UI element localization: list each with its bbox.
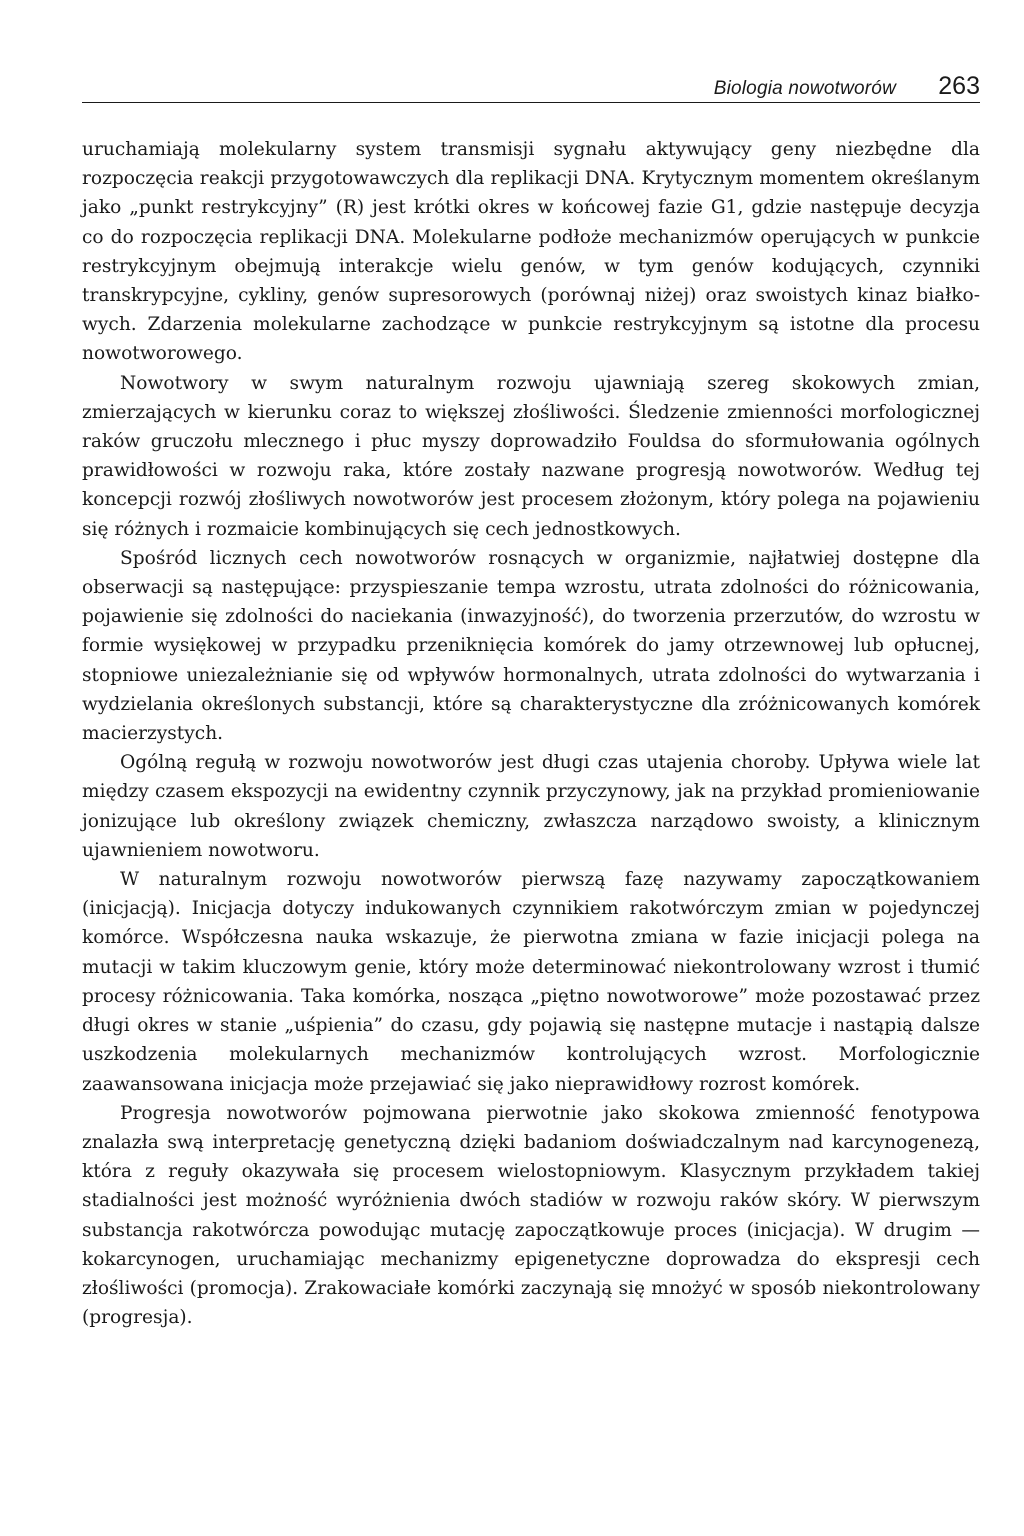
book-page	[82, 70, 980, 1332]
paragraph: uruchamiają molekularny system transmisji sygnału aktywujący geny niezbędne dla rozpoczęcia reakcji przygotowawczych dla replikacji DNA. Krytycznym momentem określanym jako „punkt restrykcyjny” (R) jest krótki okres w końcowej fazie G1, gdzie następuje decyzja co do rozpoczęcia replikacji DNA. Molekularne podłoże mechanizmów operujących w punkcie restrykcyjnym obejmują interakcje wielu genów, w tym genów kodujących, czynniki transkrypcyjne, cykliny, genów supresorowych (porównaj niżej) oraz swoistych kinaz białkowych. Zdarzenia molekularne zachodzące w punkcie restrykcyjnym są istotne dla procesu nowotworowego.	[82, 139, 980, 365]
paragraph: Ogólną regułą w rozwoju nowotworów jest długi czas utajenia choroby. Upływa wiele lat między czasem ekspozycji na ewidentny czynnik przyczynowy, jak na przykład promieniowanie jonizujące lub określony związek chemiczny, zwłaszcza narządowo swoisty, a klinicznym ujawnieniem nowotworu.	[82, 752, 980, 861]
body-text	[82, 135, 980, 1332]
paragraph: Spośród licznych cech nowotworów rosnących w organizmie, najłatwiej dostępne dla obserwacji są następujące: przyspieszanie tempa wzrostu, utrata zdolności do różnicowania, pojawienie się zdolności do naciekania (inwazyjność), do tworzenia przerzutów, do wzrostu w formie wysiękowej w przypadku przeniknięcia komórek do jamy otrzewnowej lub opłucnej, stopniowe uniezależnianie się od wpływów hormonalnych, utrata zdolności do wytwarzania i wydzielania określonych substancji, które są charakterystyczne dla zróżnicowanych komórek macierzystych.	[82, 547, 980, 745]
paragraph: W naturalnym rozwoju nowotworów pierwszą fazę nazywamy zapoczątkowaniem (inicjacją). Inicjacja dotyczy indukowanych czynnikiem rakotwórczym zmian w pojedynczej komórce. Współczesna nauka wskazuje, że pierwotna zmiana w fazie inicjacji polega na mutacji w takim kluczowym genie, który może determinować niekontrolowany wzrost i tłumić procesy różnicowania. Taka komórka, nosząca „piętno nowotworowe” może pozostawać przez długi okres w stanie „uśpienia” do czasu, gdy pojawią się następne mutacje i nastąpią dalsze uszkodzenia molekularnych mechanizmów kontrolujących wzrost. Morfologicznie zaawansowana inicjacja może przejawiać się jako nieprawidłowy rozrost komórek.	[82, 869, 980, 1095]
running-header	[82, 70, 980, 103]
paragraph: Nowotwory w swym naturalnym rozwoju ujawniają szereg skokowych zmian, zmierzających w kierunku coraz to większej złośliwości. Śledzenie zmienności morfologicznej raków gruczołu mlecznego i płuc myszy doprowadziło Fouldsa do sformułowania ogólnych prawidłowości w rozwoju raka, które zostały nazwane progresją nowotworów. Według tej koncepcji rozwój złośliwych nowotworów jest procesem złożonym, który polega na pojawieniu się różnych i rozmaicie kombinujących się cech jednostkowych.	[82, 372, 980, 540]
page-number: 263	[938, 72, 980, 100]
paragraph: Progresja nowotworów pojmowana pierwotnie jako skokowa zmienność fenotypowa znalazła swą interpretację genetyczną dzięki badaniom doświadczalnym nad karcynogenezą, która z reguły okazywała się procesem wielostopniowym. Klasycznym przykładem takiej stadialności jest możność wyróżnienia dwóch stadiów w rozwoju raków skóry. W pierwszym substancja rakotwórcza powodując mutację zapoczątkowuje proces (inicjacja). W drugim — kokarcynogen, uruchamiając mechanizmy epigenetyczne doprowadza do ekspresji cech złośliwości (promocja). Zrakowaciałe komórki zaczynają się mnożyć w sposób niekontrolowany (progresja).	[82, 1102, 980, 1329]
running-title: Biologia nowotworów	[713, 78, 896, 99]
